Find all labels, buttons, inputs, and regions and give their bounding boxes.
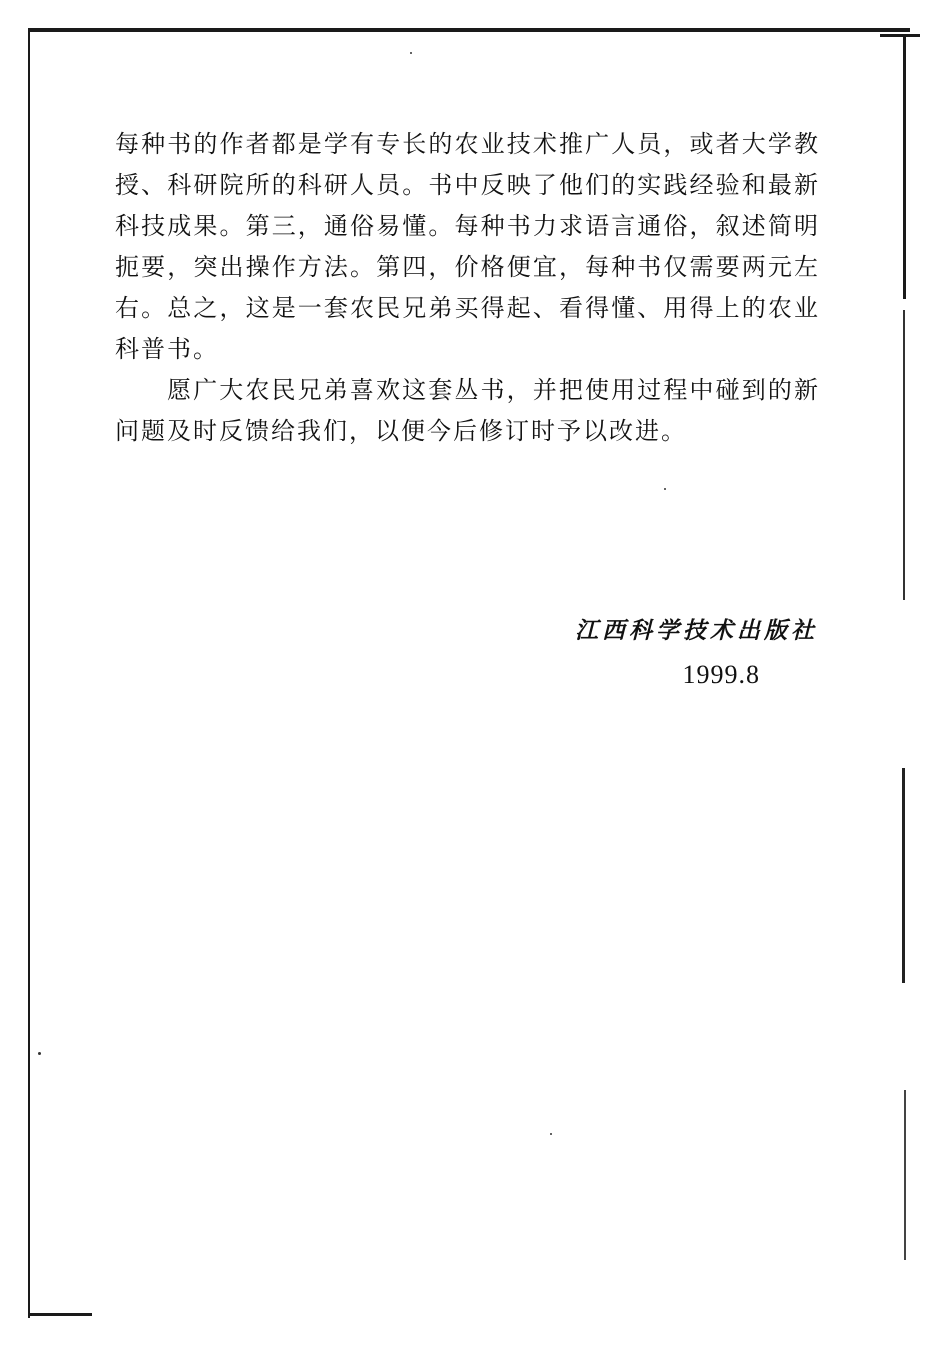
scan-border-right — [904, 1090, 906, 1260]
scan-border-bottom — [28, 1313, 92, 1316]
scan-speck — [550, 1133, 552, 1135]
scan-speck — [410, 52, 412, 54]
scan-border-right — [903, 310, 905, 600]
paragraph: 每种书的作者都是学有专长的农业技术推广人员，或者大学教授、科研院所的科研人员。书中反映了他们的实践经验和最新科技成果。第三，通俗易懂。每种书力求语言通俗，叙述简明扼要，突出操作方法。第四，价格便宜，每种书仅需要两元左右。总之，这是一套农民兄弟买得起、看得懂、用得上的农业科普书。 — [115, 130, 820, 363]
scan-speck — [38, 1052, 41, 1055]
scan-border-top-right — [880, 34, 920, 37]
scan-speck — [664, 488, 666, 490]
scan-border-top — [30, 28, 910, 32]
scan-border-left — [28, 28, 30, 1318]
paragraph: 愿广大农民兄弟喜欢这套丛书，并把使用过程中碰到的新问题及时反馈给我们，以便今后修订时予以改进。 — [115, 376, 820, 445]
publisher-name: 江西科学技术出版社 — [575, 617, 818, 644]
body-text — [115, 124, 820, 452]
scan-border-right — [902, 768, 905, 983]
publication-date: 1999.8 — [682, 660, 760, 689]
scan-border-right — [903, 34, 906, 299]
